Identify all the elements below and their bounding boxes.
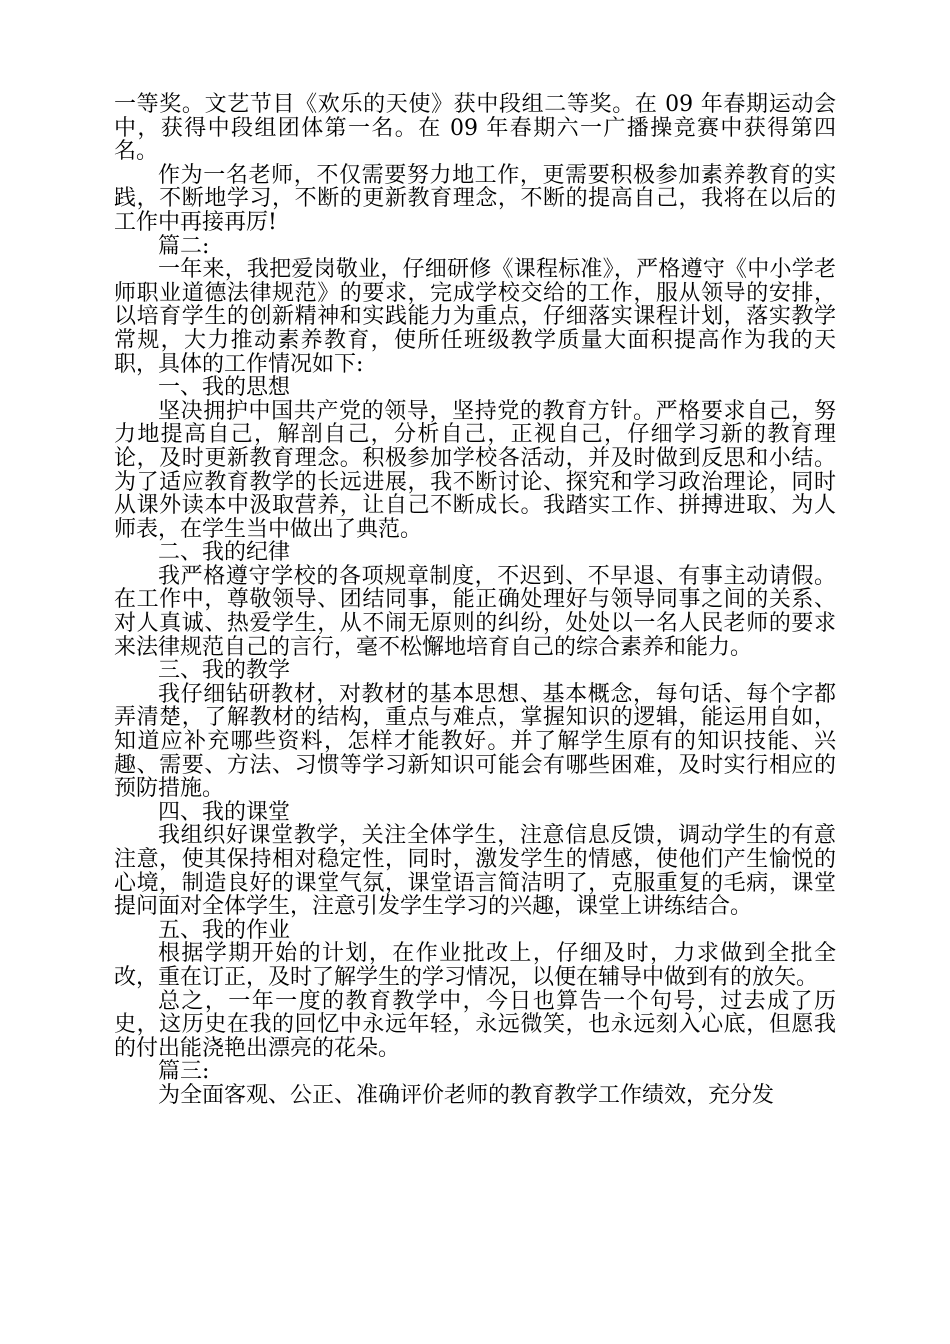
section-heading: 篇二: [158, 233, 210, 259]
section-heading: 五、我的作业 [158, 917, 291, 943]
document-page [114, 93, 836, 1108]
section-heading: 三、我的教学 [158, 658, 291, 684]
paragraph: 根据学期开始的计划，在作业批改上，仔细及时，力求做到全批全改，重在订正，及时了解学生的学习情况，以便在辅导中做到有的放矢。 [114, 941, 836, 990]
section-heading: 四、我的课堂 [158, 799, 291, 825]
paragraph: 我严格遵守学校的各项规章制度，不迟到、不早退、有事主动请假。在工作中，尊敬领导、团结同事，能正确处理好与领导同事之间的关系、对人真诚、热爱学生，从不闹无原则的纠纷，处处以一名人民老师的要求来法律规范自己的言行，毫不松懈地培育自己的综合素养和能力。 [114, 563, 836, 660]
paragraph: 我仔细钻研教材，对教材的基本思想、基本概念，每句话、每个字都弄清楚，了解教材的结构，重点与难点，掌握知识的逻辑，能运用自如，知道应补充哪些资料，怎样才能教好。并了解学生原有的知识技能、兴趣、需要、方法、习惯等学习新知识可能会有哪些困难，及时实行相应的预防措施。 [114, 681, 836, 802]
paragraph: 我组织好课堂教学，关注全体学生，注意信息反馈，调动学生的有意注意，使其保持相对稳定性，同时，激发学生的情感，使他们产生愉悦的心境，制造良好的课堂气氛，课堂语言简洁明了，克服重复的毛病，课堂提问面对全体学生，注意引发学生学习的兴趣，课堂上讲练结合。 [114, 823, 836, 920]
paragraph: 为全面客观、公正、准确评价老师的教育教学工作绩效，充分发 [158, 1082, 775, 1108]
paragraph: 作为一名老师，不仅需要努力地工作，更需要积极参加素养教育的实践，不断地学习，不断的更新教育理念，不断的提高自己，我将在以后的工作中再接再厉! [114, 162, 836, 235]
section-heading: 一、我的思想 [158, 375, 291, 401]
section-heading: 篇三: [158, 1059, 210, 1085]
paragraph-continuation: 一等奖。文艺节目《欢乐的天使》获中段组二等奖。在 09 年春期运动会中，获得中段组团体第一名。在 09 年春期六一广播操竞赛中获得第四名。 [114, 92, 836, 165]
paragraph: 一年来，我把爱岗敬业，仔细研修《课程标准》，严格遵守《中小学老师职业道德法律规范》的要求，完成学校交给的工作，服从领导的安排，以培育学生的创新精神和实践能力为重点，仔细落实课程计划，落实教学常规，大力推动素养教育，使所任班级教学质量大面积提高作为我的天职，具体的工作情况如下: [114, 257, 836, 377]
paragraph: 坚决拥护中国共产党的领导，坚持党的教育方针。严格要求自己，努力地提高自己，解剖自己，分析自己，正视自己，仔细学习新的教育理论，及时更新教育理念。积极参加学校各活动，并及时做到反思和小结。为了适应教育教学的长远进展，我不断讨论、探究和学习政治理论，同时从课外读本中汲取营养，让自己不断成长。我踏实工作、拼搏进取、为人师表，在学生当中做出了典范。 [114, 398, 836, 542]
paragraph: 总之，一年一度的教育教学中，今日也算告一个句号，过去成了历史，这历史在我的回忆中永远年轻，永远微笑，也永远刻入心底，但愿我的付出能浇艳出漂亮的花朵。 [114, 988, 836, 1061]
section-heading: 二、我的纪律 [158, 540, 291, 566]
